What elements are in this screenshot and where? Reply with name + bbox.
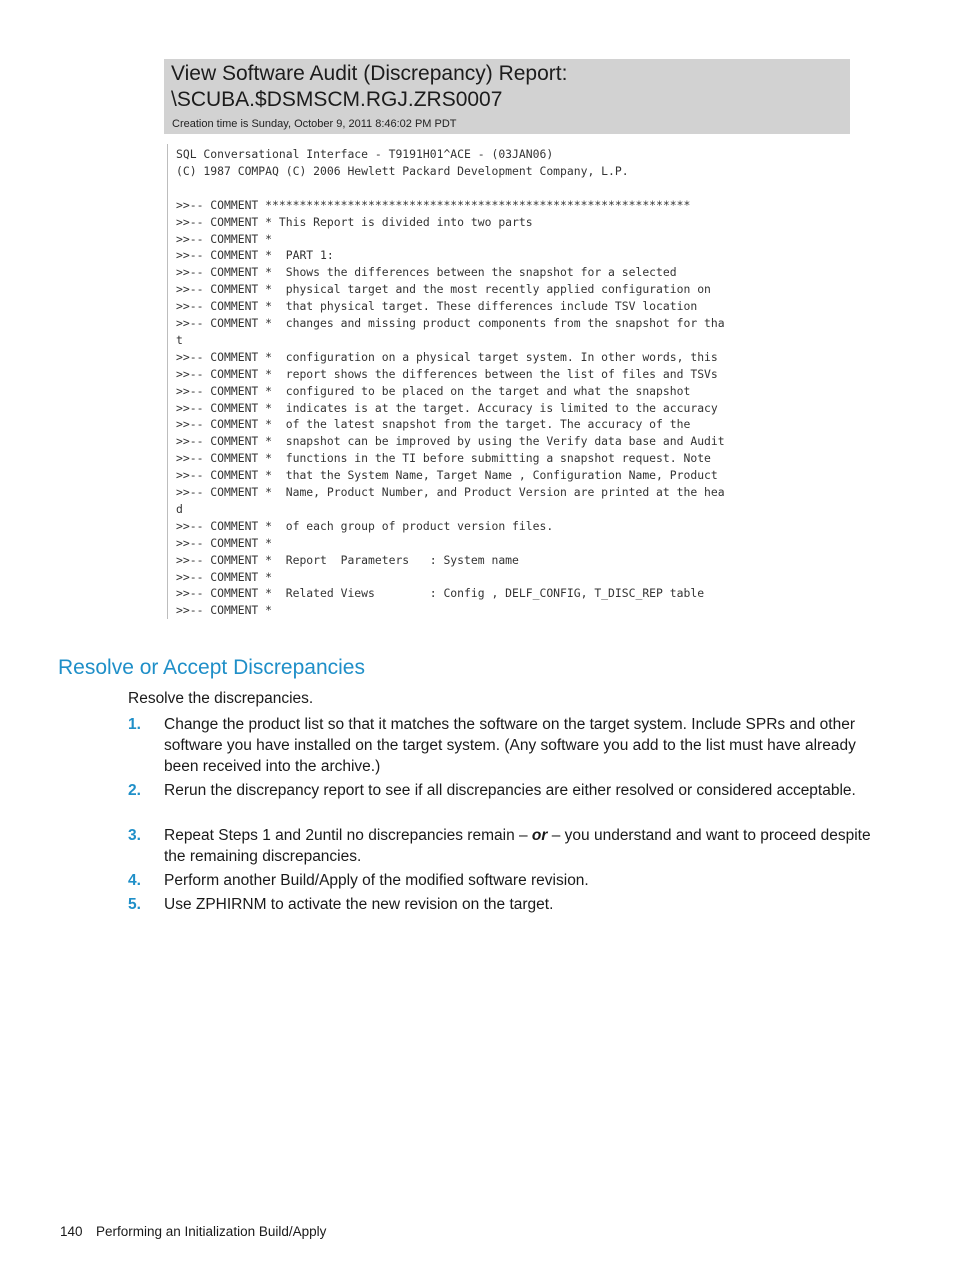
terminal-line: >>-- COMMENT * Report Parameters : System name [176,552,519,567]
step-text: Change the product list so that it matches the software on the target system. Include SPRs and other software you have installed on the target system. (Any software you add to the list must have already been received into the archive.) [164,716,856,775]
section-heading: Resolve or Accept Discrepancies [58,656,365,679]
creation-time: Creation time is Sunday, October 9, 2011 8:46:02 PM PDT [172,118,457,130]
terminal-line: >>-- COMMENT * [176,569,273,584]
terminal-line: >>-- COMMENT * [176,603,273,618]
terminal-line: >>-- COMMENT * [176,535,273,550]
section-intro: Resolve the discrepancies. [128,690,314,707]
step-text: Perform another Build/Apply of the modified software revision. [164,872,589,889]
step-number: 5. [128,896,141,913]
terminal-line: >>-- COMMENT * indicates is at the target. Accuracy is limited to the accuracy [176,400,718,415]
chapter-title: Performing an Initialization Build/Apply [96,1224,327,1239]
terminal-line: >>-- COMMENT * [176,231,273,246]
step-text [164,825,884,867]
terminal-line: >>-- COMMENT * of each group of product version files. [176,518,554,533]
terminal-line: >>-- COMMENT * configuration on a physical target system. In other words, this [176,349,718,364]
terminal-line: >>-- COMMENT * of the latest snapshot from the target. The accuracy of the [176,417,691,432]
terminal-line: >>-- COMMENT * physical target and the most recently applied configuration on [176,282,711,297]
step-text: Rerun the discrepancy report to see if all discrepancies are either resolved or considered acceptable. [164,782,856,799]
report-title: View Software Audit (Discrepancy) Report: [171,62,568,85]
step-number: 1. [128,716,141,733]
step-text-part: – you understand and want to proceed despite the remaining discrepancies. [164,827,871,865]
report-header [164,59,850,134]
terminal-line: >>-- COMMENT * Shows the differences between the snapshot for a selected [176,265,677,280]
terminal-line: >>-- COMMENT ************************************************************** [176,197,691,212]
page-number: 140 [60,1224,83,1239]
terminal-line: >>-- COMMENT * This Report is divided into two parts [176,214,533,229]
terminal-line: >>-- COMMENT * report shows the differences between the list of files and TSVs [176,366,718,381]
terminal-line: (C) 1987 COMPAQ (C) 2006 Hewlett Packard Development Company, L.P. [176,163,629,178]
terminal-line: >>-- COMMENT * configured to be placed on the target and what the snapshot [176,383,691,398]
step-number: 3. [128,827,141,844]
terminal-line: >>-- COMMENT * changes and missing product components from the snapshot for tha [176,316,725,330]
step-number: 2. [128,782,141,799]
sql-terminal-output [167,144,851,619]
terminal-line: d [176,501,183,516]
emphasis-or: or [531,827,548,844]
step-number: 4. [128,872,141,889]
report-screenshot [164,59,850,619]
terminal-line: >>-- COMMENT * Related Views : Config , DELF_CONFIG, T_DISC_REP table [176,586,705,601]
terminal-line: >>-- COMMENT * functions in the TI before submitting a snapshot request. Note [176,451,711,466]
terminal-line: t [176,332,183,347]
report-path: \SCUBA.$DSMSCM.RGJ.ZRS0007 [171,88,503,111]
terminal-line: >>-- COMMENT * that physical target. These differences include TSV location [176,299,698,314]
terminal-line: >>-- COMMENT * snapshot can be improved by using the Verify data base and Audit [176,434,725,449]
terminal-line: SQL Conversational Interface - T9191H01^ACE - (03JAN06) [176,147,554,161]
terminal-line: >>-- COMMENT * that the System Name, Target Name , Configuration Name, Product [176,468,718,483]
terminal-line: >>-- COMMENT * PART 1: [176,248,334,263]
step-text: Use ZPHIRNM to activate the new revision on the target. [164,896,554,913]
step-text-part: Repeat Steps 1 and 2until no discrepancies remain – [164,827,532,844]
terminal-line: >>-- COMMENT * Name, Product Number, and Product Version are printed at the hea [176,485,725,499]
